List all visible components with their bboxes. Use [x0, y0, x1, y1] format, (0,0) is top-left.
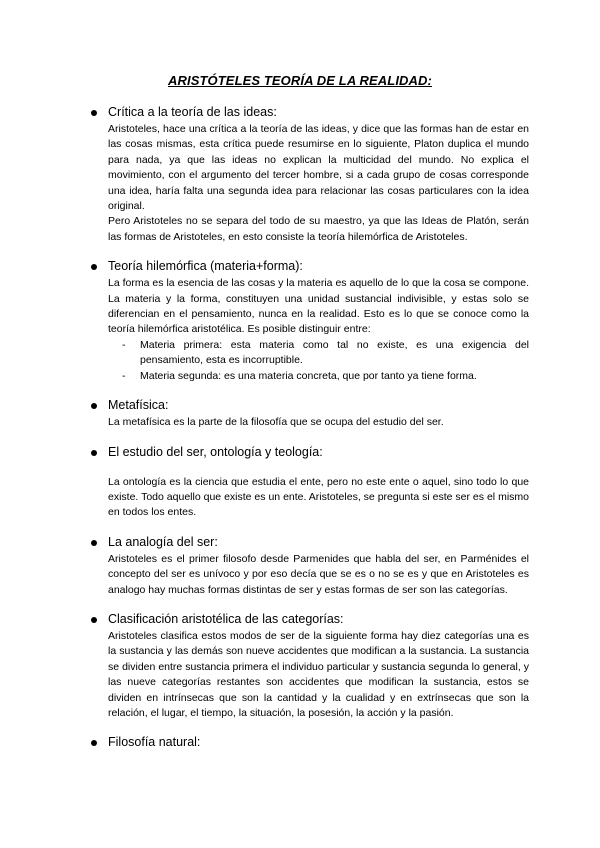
section-heading-text: Teoría hilemórfica (materia+forma): — [108, 259, 303, 274]
list-item — [122, 338, 529, 369]
section-heading — [91, 534, 529, 551]
section-filosofia-natural — [91, 734, 529, 751]
section-hilemorfica — [91, 258, 529, 384]
section-heading — [91, 734, 529, 751]
list-item — [122, 369, 529, 384]
bullet-icon — [91, 540, 97, 546]
section-critica — [91, 104, 529, 245]
dash-icon: - — [122, 369, 126, 382]
section-heading-text: Crítica a la teoría de las ideas: — [108, 105, 277, 119]
bullet-icon — [91, 740, 97, 746]
section-heading — [91, 444, 529, 461]
paragraph: Pero Aristoteles no se separa del todo de su maestro, ya que las Ideas de Platón, serán las formas de Aristoteles, en esto consiste la teoría hilemórfica de Aristoteles. — [108, 215, 529, 243]
section-heading-text: El estudio del ser, ontología y teología: — [108, 444, 323, 459]
bullet-icon — [91, 264, 97, 270]
paragraph: Aristoteles, hace una crítica a la teoría de las ideas, y dice que las formas han de estar en las cosas mismas, esta crítica puede resumirse en lo siguiente, Platon duplica el mundo para nada, ya que las ideas no explican la multicidad del mundo. No explica el movimiento, con el argumento del tercer hombre, si a cada grupo de cosas corresponde una idea, haría falta una segunda idea para relacionar las cosas particulares con la idea original. — [108, 123, 529, 213]
paragraph: Aristoteles es el primer filosofo desde Parmenides que habla del ser, en Parménides el concepto del ser es unívoco y por eso decía que se es o no se es y que en Aristoteles es analogo hay muchas formas distintas de ser y estas formas de ser son las categorías. — [108, 552, 529, 596]
bullet-icon — [91, 450, 97, 456]
section-heading — [91, 104, 529, 121]
bullet-icon — [91, 110, 97, 116]
section-heading — [91, 258, 529, 275]
paragraph: Aristoteles clasifica estos modos de ser de la siguiente forma hay diez categorías una es la sustancia y las demás son nueve accidentes que modifican a la sustancia. La sustancia se dividen entre sustancia primera el individuo particular y sustancia segunda lo general, y las nueve categorías restantes son accidentes que modifican la sustancia, estos se dividen en intrínsecas que son la cantidad y la cualidad y en extrínsecas que son la relación, el lugar, el tiempo, la situación, la posesión, la acción y la pasión. — [108, 629, 529, 719]
section-heading-text: La analogía del ser: — [108, 534, 218, 549]
section-heading-text: Filosofía natural: — [108, 735, 201, 750]
paragraph: La ontología es la ciencia que estudia el ente, pero no este ente o aquel, sino todo lo que existe. Todo aquello que existe es un ente. Aristoteles, se pregunta si este ser es el mismo en todos los entes. — [108, 475, 529, 519]
document-title: ARISTÓTELES TEORÍA DE LA REALIDAD: — [168, 73, 432, 88]
dash-list — [122, 338, 529, 384]
list-item-text: Materia segunda: es una materia concreta, que por tanto ya tiene forma. — [140, 369, 477, 382]
list-item-text: Materia primera: esta materia como tal no existe, es una exigencia del pensamiento, esta es incorruptible. — [140, 338, 529, 367]
document-body — [91, 104, 529, 764]
dash-icon: - — [122, 338, 126, 351]
paragraph: La forma es la esencia de las cosas y la materia es aquello de lo que la cosa se compone. La materia y la forma, constituyen una unidad sustancial indivisible, y estas solo se diferencian en el pensamiento, nunca en la realidad. Esto es lo que se conoce como la teoría hilemórfica aristotélica. Es posible distinguir entre: — [108, 277, 529, 336]
bullet-icon — [91, 617, 97, 623]
paragraph: La metafísica es la parte de la filosofía que se ocupa del estudio del ser. — [108, 416, 444, 429]
section-heading-text: Clasificación aristotélica de las categorías: — [108, 611, 344, 626]
bullet-icon — [91, 403, 97, 409]
section-heading — [91, 397, 529, 414]
section-categorias — [91, 611, 529, 721]
section-analogia — [91, 534, 529, 598]
section-heading — [91, 611, 529, 628]
section-metafisica — [91, 397, 529, 430]
section-estudio-ser — [91, 444, 529, 521]
section-heading-text: Metafísica: — [108, 398, 169, 413]
